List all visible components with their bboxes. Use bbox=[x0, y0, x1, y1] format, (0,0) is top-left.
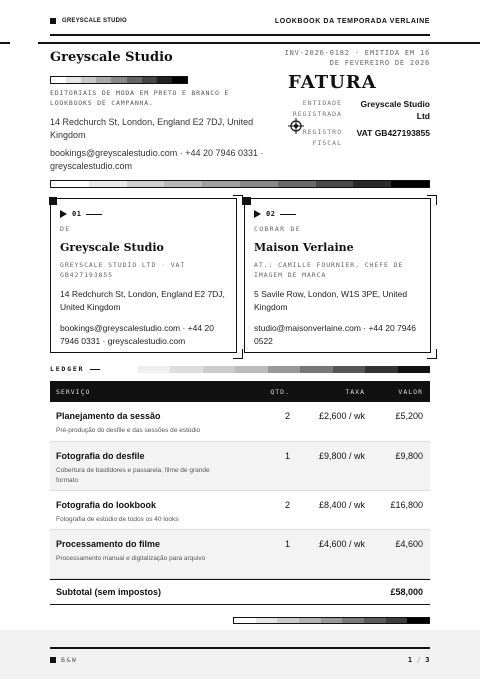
divider bbox=[50, 647, 430, 649]
subtotal-row bbox=[50, 579, 430, 605]
header-right-label: LOOKBOOK DA TEMPORADA VERLAINE bbox=[274, 17, 430, 25]
top-header bbox=[50, 14, 430, 28]
divider bbox=[0, 42, 480, 44]
issuer-tagline: EDITORIAIS DE MODA EM PRETO E BRANCO E LOOKBOOKS DE CAMPANHA. bbox=[50, 89, 230, 107]
ledger-label: LEDGER bbox=[50, 365, 85, 373]
from-name: Greyscale Studio bbox=[60, 241, 164, 254]
play-icon bbox=[254, 210, 261, 218]
row-rate: £9,800 / wk bbox=[318, 451, 365, 461]
tax-registry bbox=[280, 127, 430, 149]
column-rate: TAXA bbox=[345, 387, 365, 396]
greyscale-bar bbox=[233, 617, 430, 624]
from-card bbox=[50, 198, 237, 353]
row-value: £16,800 bbox=[390, 500, 423, 510]
page-total: 3 bbox=[425, 656, 430, 664]
row-qty: 2 bbox=[284, 411, 290, 421]
tax-registry-label: REGISTRO FISCAL bbox=[302, 128, 342, 147]
issuer-address: 14 Redchurch St, London, England E2 7DJ, United Kingdom bbox=[50, 117, 254, 140]
row-qty: 1 bbox=[284, 451, 290, 461]
page-current: 1 bbox=[407, 656, 413, 664]
to-address: 5 Savile Row, London, W1S 3PE, United Kingdom bbox=[254, 289, 408, 312]
column-service: SERVIÇO bbox=[56, 387, 91, 396]
table-row bbox=[50, 442, 430, 491]
tax-registry-value: VAT GB427193855 bbox=[356, 128, 430, 138]
column-qty: QTD. bbox=[270, 387, 290, 396]
ledger-table bbox=[50, 381, 430, 605]
registered-entity-label: ENTIDADE REGISTRADA bbox=[292, 99, 342, 118]
greyscale-swatch bbox=[50, 76, 188, 84]
to-sub: AT.: CAMILLE FOURNIER, CHEFE DE IMAGEM DE MARCA bbox=[254, 261, 404, 279]
row-qty: 2 bbox=[284, 500, 290, 510]
registered-entity-value: Greyscale Studio Ltd bbox=[360, 99, 430, 121]
row-value: £5,200 bbox=[395, 411, 423, 421]
from-address: 14 Redchurch St, London, England E2 7DJ, United Kingdom bbox=[60, 289, 225, 312]
square-icon bbox=[50, 657, 56, 663]
page-indicator: 1 / 3 bbox=[407, 656, 430, 664]
footer-label: B&W bbox=[61, 656, 78, 664]
row-rate: £8,400 / wk bbox=[318, 500, 365, 510]
row-desc: Cobertura de bastidores e passarela, filme de grande formato bbox=[56, 467, 210, 484]
to-card bbox=[244, 198, 431, 353]
column-value: VALOR bbox=[398, 387, 423, 396]
row-desc: Pré-produção do desfile e das sessões de estúdio bbox=[56, 427, 201, 434]
registered-entity bbox=[280, 98, 430, 122]
from-contact: bookings@greyscalestudio.com · +44 20 7946 0331 · greyscalestudio.com bbox=[60, 323, 214, 346]
table-row bbox=[50, 402, 430, 442]
row-value: £4,600 bbox=[395, 539, 423, 549]
from-role: DE bbox=[60, 225, 71, 233]
subtotal-label: Subtotal (sem impostos) bbox=[56, 587, 162, 597]
page-footer bbox=[50, 656, 430, 664]
row-title: Planejamento da sessão bbox=[56, 411, 161, 421]
to-index: 02 bbox=[254, 210, 421, 218]
issuer-name: Greyscale Studio bbox=[50, 50, 173, 65]
from-sub: GREYSCALE STUDIO LTD · VAT GB427193855 bbox=[60, 261, 186, 279]
row-title: Processamento do filme bbox=[56, 539, 161, 549]
invoice-number: INV-2026-0182 · EMITIDA EM 16 DE FEVEREIRO DE 2026 bbox=[284, 49, 430, 67]
row-desc: Processamento manual e digitalização para arquivo bbox=[56, 555, 206, 562]
to-contact: studio@maisonverlaine.com · +44 20 7946 0522 bbox=[254, 323, 416, 346]
greyscale-bar bbox=[50, 180, 430, 188]
header-brand bbox=[50, 18, 127, 24]
row-desc: Fotografia de estúdio de todos os 40 looks bbox=[56, 516, 179, 523]
table-row bbox=[50, 530, 430, 579]
play-icon bbox=[60, 210, 67, 218]
table-header bbox=[50, 381, 430, 402]
row-qty: 1 bbox=[284, 539, 290, 549]
row-title: Fotografia do desfile bbox=[56, 451, 145, 461]
divider bbox=[50, 34, 430, 36]
table-row bbox=[50, 491, 430, 530]
header-left-label: GREYSCALE STUDIO bbox=[62, 18, 127, 24]
row-rate: £2,600 / wk bbox=[318, 411, 365, 421]
square-icon bbox=[50, 18, 56, 24]
to-role: COBRAR DE bbox=[254, 225, 301, 233]
row-title: Fotografia do lookbook bbox=[56, 500, 156, 510]
from-index: 01 bbox=[60, 210, 227, 218]
greyscale-bar bbox=[105, 366, 430, 373]
subtotal-value: £58,000 bbox=[390, 587, 423, 597]
document-title: FATURA bbox=[288, 72, 377, 93]
row-rate: £4,600 / wk bbox=[318, 539, 365, 549]
issuer-contact: bookings@greyscalestudio.com · +44 20 7946 0331 · greyscalestudio.com bbox=[50, 148, 264, 171]
to-name: Maison Verlaine bbox=[254, 241, 354, 254]
row-value: £9,800 bbox=[395, 451, 423, 461]
